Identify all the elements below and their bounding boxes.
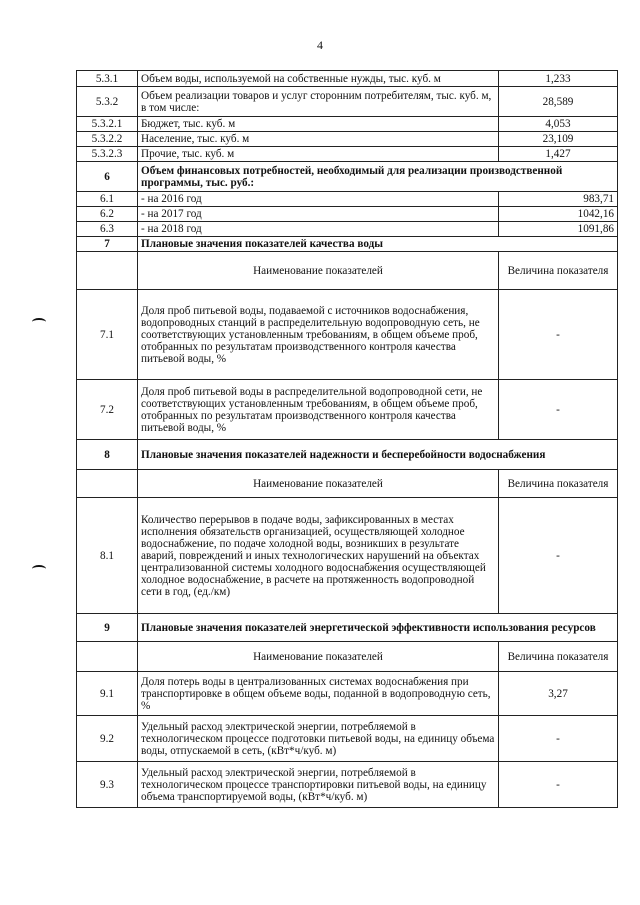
section-number: 6 [77,162,138,192]
table-row [77,207,618,222]
row-number: 8.1 [77,498,138,614]
table-row [77,71,618,87]
row-number: 6.2 [77,207,138,222]
margin-mark-1 [32,318,46,326]
row-value: 4,053 [499,117,618,132]
row-description: - на 2018 год [138,222,499,237]
row-value: 1091,86 [499,222,618,237]
section-header-row [77,237,618,252]
row-number: 9.3 [77,762,138,808]
page-number: 4 [317,38,323,52]
table-row [77,672,618,716]
row-description: Бюджет, тыс. куб. м [138,117,499,132]
section-title: Объем финансовых потребностей, необходимый для реализации производственной программы, тыс. руб.: [138,162,618,192]
row-description: Количество перерывов в подаче воды, зафиксированных в местах исполнения обязательств организацией, осуществляющей холодное водоснабжение, по подаче холодной воды, возникших в результате аварий, повреждений и иных технологических нарушений на объектах централизованной системы холодного водоснабжения осуществляющей холодное водоснабжение, в расчете на протяженность водопроводной сети в год, (ед./км) [138,498,499,614]
row-number: 5.3.2.3 [77,147,138,162]
row-description: Удельный расход электрической энергии, потребляемой в технологическом процессе подготовки питьевой воды, на единицу объема воды, отпускаемой в сеть, (кВт*ч/куб. м) [138,716,499,762]
section-header-row [77,162,618,192]
row-description: Объем реализации товаров и услуг сторонним потребителям, тыс. куб. м, в том числе: [138,87,499,117]
row-value: 3,27 [499,672,618,716]
row-description: - на 2016 год [138,192,499,207]
row-number: 5.3.2 [77,87,138,117]
section-header-row [77,440,618,470]
column-header-row [77,642,618,672]
table-row [77,290,618,380]
table-row [77,147,618,162]
column-header-name: Наименование показателей [138,642,499,672]
row-description: Доля потерь воды в централизованных системах водоснабжения при транспортировке в общем объеме воды, поданной в водопроводную сеть, % [138,672,499,716]
row-number: 5.3.2.2 [77,132,138,147]
row-value: - [499,498,618,614]
row-description: Объем воды, используемой на собственные нужды, тыс. куб. м [138,71,499,87]
row-value: 23,109 [499,132,618,147]
row-value: 1,427 [499,147,618,162]
row-description: Население, тыс. куб. м [138,132,499,147]
column-header-name: Наименование показателей [138,470,499,498]
table-row [77,762,618,808]
column-header-row [77,470,618,498]
row-value: - [499,380,618,440]
row-description: Прочие, тыс. куб. м [138,147,499,162]
table-row [77,192,618,207]
table-row [77,117,618,132]
section-title: Плановые значения показателей качества воды [138,237,618,252]
row-value: - [499,762,618,808]
row-value: - [499,716,618,762]
row-number: 5.3.1 [77,71,138,87]
row-description: - на 2017 год [138,207,499,222]
row-value: 1,233 [499,71,618,87]
table-row [77,222,618,237]
row-number: 7.2 [77,380,138,440]
column-header-value: Величина показателя [499,470,618,498]
row-value: 1042,16 [499,207,618,222]
section-number: 8 [77,440,138,470]
indicators-table [76,70,618,808]
section-header-row [77,614,618,642]
section-number: 9 [77,614,138,642]
row-description: Доля проб питьевой воды, подаваемой с источников водоснабжения, водопроводных станций в распределительную водопроводную сеть, не соответствующих установленным требованиям, в общем объеме проб, отобранных по результатам производственного контроля качества питьевой воды, % [138,290,499,380]
table-row [77,132,618,147]
column-header-value: Величина показателя [499,252,618,290]
column-header-value: Величина показателя [499,642,618,672]
row-number: 9.2 [77,716,138,762]
row-number: 5.3.2.1 [77,117,138,132]
section-title: Плановые значения показателей энергетической эффективности использования ресурсов [138,614,618,642]
row-description: Доля проб питьевой воды в распределительной водопроводной сети, не соответствующих установленным требованиям, в общем объеме проб, отобранных по результатам производственного контроля качества питьевой воды, % [138,380,499,440]
row-number: 6.3 [77,222,138,237]
row-number: 6.1 [77,192,138,207]
row-value: 28,589 [499,87,618,117]
table-row [77,498,618,614]
row-number: 7.1 [77,290,138,380]
row-value: 983,71 [499,192,618,207]
row-description: Удельный расход электрической энергии, потребляемой в технологическом процессе транспортировки питьевой воды, на единицу объема транспортируемой воды, (кВт*ч/куб. м) [138,762,499,808]
column-header-row [77,252,618,290]
row-number: 9.1 [77,672,138,716]
table-row [77,716,618,762]
section-title: Плановые значения показателей надежности и бесперебойности водоснабжения [138,440,618,470]
table-row [77,380,618,440]
margin-mark-2 [32,565,46,573]
section-number: 7 [77,237,138,252]
row-value: - [499,290,618,380]
table-row [77,87,618,117]
column-header-name: Наименование показателей [138,252,499,290]
